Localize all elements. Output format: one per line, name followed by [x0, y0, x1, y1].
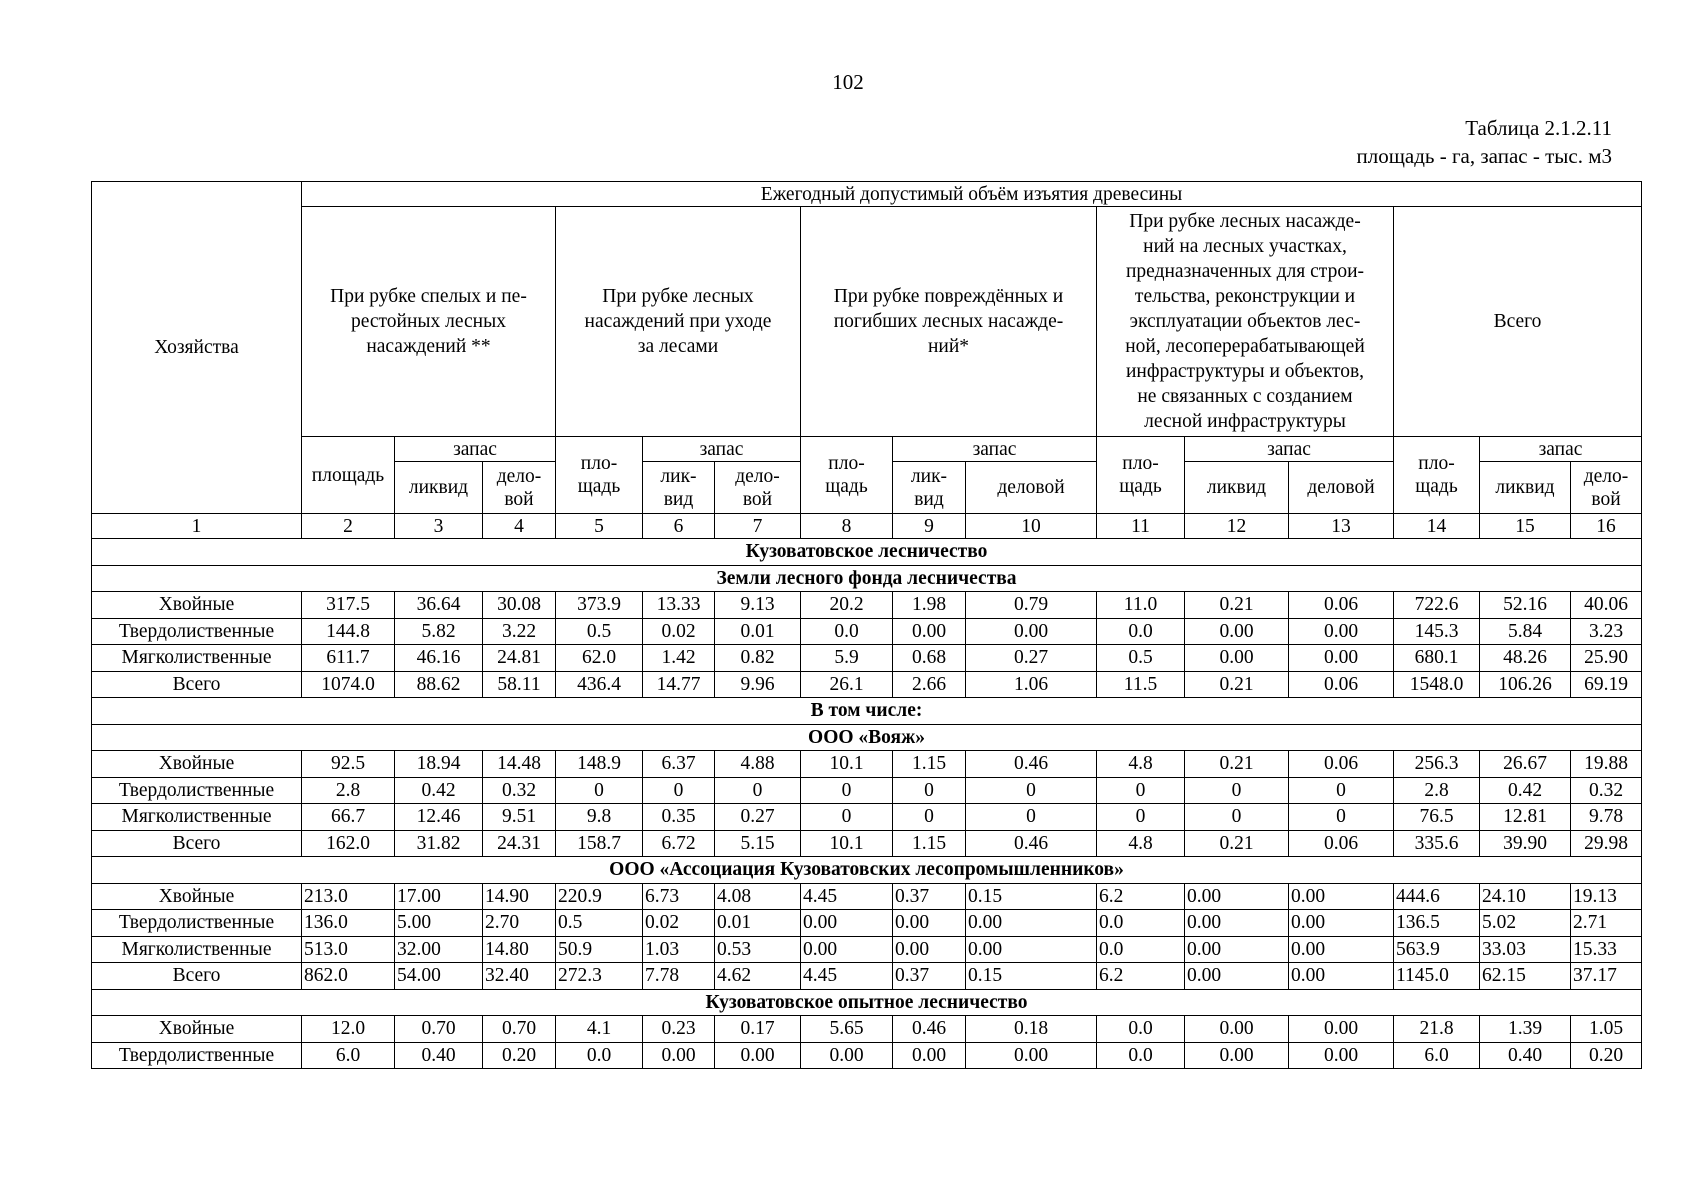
table-cell: 2.71 — [1571, 910, 1642, 937]
header-group-title: Ежегодный допустимый объём изъятия древесины — [302, 182, 1642, 207]
section-title: В том числе: — [92, 698, 1642, 725]
table-cell: 0 — [893, 804, 966, 831]
table-cell: 0.5 — [556, 910, 643, 937]
table-row — [92, 592, 1642, 619]
table-cell: 0.21 — [1185, 751, 1289, 778]
header-area-5: пло- щадь — [1394, 437, 1480, 514]
table-cell: 0.5 — [556, 618, 643, 645]
table-number: Таблица 2.1.2.11 — [1465, 116, 1612, 140]
column-number: 14 — [1394, 514, 1480, 539]
table-cell: 0.02 — [643, 910, 715, 937]
table-cell: 0.70 — [395, 1016, 483, 1043]
table-cell: 21.8 — [1394, 1016, 1480, 1043]
table-cell: 148.9 — [556, 751, 643, 778]
table-cell: 14.90 — [483, 883, 556, 910]
table-cell: 9.96 — [715, 671, 801, 698]
table-cell: 4.45 — [801, 963, 893, 990]
table-cell: 0.68 — [893, 645, 966, 672]
table-cell: 20.2 — [801, 592, 893, 619]
table-cell: 0.46 — [966, 830, 1097, 857]
table-cell: 0.15 — [966, 963, 1097, 990]
header-liquid-3: лик- вид — [893, 462, 966, 514]
table-row — [92, 936, 1642, 963]
table-cell: 1074.0 — [302, 671, 395, 698]
table-cell: 0 — [1289, 804, 1394, 831]
table-cell: 0.00 — [1185, 936, 1289, 963]
section-row — [92, 724, 1642, 751]
table-cell: 106.26 — [1480, 671, 1571, 698]
table-cell: 29.98 — [1571, 830, 1642, 857]
table-cell: 0.00 — [1289, 963, 1394, 990]
table-row — [92, 645, 1642, 672]
table-cell: 0.32 — [483, 777, 556, 804]
table-cell: 0.35 — [643, 804, 715, 831]
table-cell: 10.1 — [801, 751, 893, 778]
table-row — [92, 883, 1642, 910]
header-stock-3: запас — [893, 437, 1097, 462]
table-cell: 19.13 — [1571, 883, 1642, 910]
table-cell: 0 — [966, 804, 1097, 831]
table-cell: 0.0 — [1097, 1042, 1185, 1069]
table-cell: 0.06 — [1289, 671, 1394, 698]
table-row — [92, 1016, 1642, 1043]
row-name: Хвойные — [92, 883, 302, 910]
table-cell: 50.9 — [556, 936, 643, 963]
table-cell: 335.6 — [1394, 830, 1480, 857]
table-cell: 48.26 — [1480, 645, 1571, 672]
section-row — [92, 539, 1642, 566]
header-liquid-1: ликвид — [395, 462, 483, 514]
table-cell: 0 — [715, 777, 801, 804]
header-area-4: пло- щадь — [1097, 437, 1185, 514]
table-cell: 0 — [801, 777, 893, 804]
table-cell: 0.21 — [1185, 830, 1289, 857]
section-title: Кузоватовское лесничество — [92, 539, 1642, 566]
column-number: 16 — [1571, 514, 1642, 539]
table-cell: 39.90 — [1480, 830, 1571, 857]
table-cell: 0 — [1097, 804, 1185, 831]
table-cell: 680.1 — [1394, 645, 1480, 672]
column-number: 3 — [395, 514, 483, 539]
table-cell: 0.37 — [893, 963, 966, 990]
table-cell: 317.5 — [302, 592, 395, 619]
table-cell: 0.21 — [1185, 592, 1289, 619]
table-cell: 0.42 — [395, 777, 483, 804]
table-cell: 373.9 — [556, 592, 643, 619]
table-cell: 6.2 — [1097, 883, 1185, 910]
table-cell: 14.77 — [643, 671, 715, 698]
table-cell: 0.06 — [1289, 592, 1394, 619]
table-cell: 36.64 — [395, 592, 483, 619]
table-cell: 10.1 — [801, 830, 893, 857]
table-cell: 0.0 — [556, 1042, 643, 1069]
table-cell: 513.0 — [302, 936, 395, 963]
section-title: ООО «Вояж» — [92, 724, 1642, 751]
table-cell: 0.00 — [715, 1042, 801, 1069]
row-name: Всего — [92, 963, 302, 990]
table-cell: 0.00 — [1185, 1042, 1289, 1069]
table-cell: 6.0 — [302, 1042, 395, 1069]
header-area-3: пло- щадь — [801, 437, 893, 514]
table-cell: 92.5 — [302, 751, 395, 778]
table-cell: 0.20 — [483, 1042, 556, 1069]
table-cell: 25.90 — [1571, 645, 1642, 672]
table-cell: 0.00 — [1289, 883, 1394, 910]
table-cell: 9.51 — [483, 804, 556, 831]
table-cell: 12.46 — [395, 804, 483, 831]
table-cell: 563.9 — [1394, 936, 1480, 963]
table-cell: 6.0 — [1394, 1042, 1480, 1069]
row-name: Твердолиственные — [92, 777, 302, 804]
table-cell: 69.19 — [1571, 671, 1642, 698]
table-cell: 1.15 — [893, 830, 966, 857]
section-title: Кузоватовское опытное лесничество — [92, 989, 1642, 1016]
table-cell: 40.06 — [1571, 592, 1642, 619]
table-cell: 0.06 — [1289, 751, 1394, 778]
header-group-4: При рубке лесных насажде- ний на лесных участках, предназначенных для строи- тельства, реконструкции и эксплуатации объектов лес- ной, лесоперерабатывающей инфраструктуры и объектов, не связанных с созданием лесной инфраструктуры — [1097, 207, 1394, 437]
table-cell: 14.80 — [483, 936, 556, 963]
table-cell: 5.82 — [395, 618, 483, 645]
page-number: 102 — [832, 70, 864, 94]
table-cell: 136.5 — [1394, 910, 1480, 937]
row-name: Твердолиственные — [92, 618, 302, 645]
table-cell: 145.3 — [1394, 618, 1480, 645]
table-cell: 0.00 — [801, 936, 893, 963]
table-cell: 0.27 — [715, 804, 801, 831]
table-cell: 0 — [966, 777, 1097, 804]
table-cell: 14.48 — [483, 751, 556, 778]
table-cell: 0.00 — [966, 1042, 1097, 1069]
table-row — [92, 963, 1642, 990]
table-cell: 0 — [1185, 804, 1289, 831]
row-name: Мягколиственные — [92, 804, 302, 831]
section-row — [92, 857, 1642, 884]
table-cell: 2.70 — [483, 910, 556, 937]
table-cell: 24.81 — [483, 645, 556, 672]
table-cell: 4.8 — [1097, 830, 1185, 857]
table-cell: 0.37 — [893, 883, 966, 910]
table-cell: 144.8 — [302, 618, 395, 645]
timber-harvest-table — [91, 181, 1642, 1069]
table-cell: 0.0 — [801, 618, 893, 645]
table-row — [92, 1042, 1642, 1069]
header-stock-1: запас — [395, 437, 556, 462]
header-group-5: Всего — [1394, 207, 1642, 437]
header-commercial-4: деловой — [1289, 462, 1394, 514]
column-number: 10 — [966, 514, 1097, 539]
table-cell: 19.88 — [1571, 751, 1642, 778]
column-number: 8 — [801, 514, 893, 539]
table-cell: 0.42 — [1480, 777, 1571, 804]
table-row — [92, 830, 1642, 857]
table-cell: 30.08 — [483, 592, 556, 619]
table-cell: 54.00 — [395, 963, 483, 990]
table-cell: 6.2 — [1097, 963, 1185, 990]
column-number: 13 — [1289, 514, 1394, 539]
header-commercial-2: дело- вой — [715, 462, 801, 514]
table-cell: 0 — [893, 777, 966, 804]
column-number: 4 — [483, 514, 556, 539]
table-cell: 5.84 — [1480, 618, 1571, 645]
section-row — [92, 698, 1642, 725]
table-cell: 0.00 — [893, 910, 966, 937]
table-cell: 58.11 — [483, 671, 556, 698]
table-cell: 0 — [1097, 777, 1185, 804]
header-group-3: При рубке повреждённых и погибших лесных насажде- ний* — [801, 207, 1097, 437]
table-cell: 5.02 — [1480, 910, 1571, 937]
table-cell: 0.70 — [483, 1016, 556, 1043]
table-cell: 12.0 — [302, 1016, 395, 1043]
table-cell: 46.16 — [395, 645, 483, 672]
table-cell: 611.7 — [302, 645, 395, 672]
table-cell: 5.9 — [801, 645, 893, 672]
header-group-2: При рубке лесных насаждений при уходе за лесами — [556, 207, 801, 437]
table-cell: 11.0 — [1097, 592, 1185, 619]
column-number: 5 — [556, 514, 643, 539]
table-cell: 2.8 — [1394, 777, 1480, 804]
table-cell: 3.22 — [483, 618, 556, 645]
table-cell: 62.0 — [556, 645, 643, 672]
column-number: 12 — [1185, 514, 1289, 539]
table-cell: 37.17 — [1571, 963, 1642, 990]
table-cell: 13.33 — [643, 592, 715, 619]
row-name: Твердолиственные — [92, 1042, 302, 1069]
table-cell: 18.94 — [395, 751, 483, 778]
table-cell: 4.45 — [801, 883, 893, 910]
row-name: Всего — [92, 830, 302, 857]
section-title: Земли лесного фонда лесничества — [92, 565, 1642, 592]
table-cell: 3.23 — [1571, 618, 1642, 645]
table-cell: 24.31 — [483, 830, 556, 857]
table-cell: 0.00 — [1289, 618, 1394, 645]
table-cell: 31.82 — [395, 830, 483, 857]
table-cell: 444.6 — [1394, 883, 1480, 910]
table-cell: 0.01 — [715, 910, 801, 937]
table-cell: 0.15 — [966, 883, 1097, 910]
table-cell: 0.00 — [893, 1042, 966, 1069]
column-number: 6 — [643, 514, 715, 539]
table-cell: 862.0 — [302, 963, 395, 990]
header-group-1: При рубке спелых и пе- рестойных лесных насаждений ** — [302, 207, 556, 437]
header-liquid-5: ликвид — [1480, 462, 1571, 514]
table-cell: 0.00 — [1289, 936, 1394, 963]
table-cell: 220.9 — [556, 883, 643, 910]
table-cell: 32.00 — [395, 936, 483, 963]
table-cell: 0.00 — [893, 936, 966, 963]
table-cell: 1.15 — [893, 751, 966, 778]
table-cell: 0.0 — [1097, 1016, 1185, 1043]
table-cell: 0.00 — [1185, 910, 1289, 937]
table-cell: 0.32 — [1571, 777, 1642, 804]
table-cell: 4.88 — [715, 751, 801, 778]
table-cell: 0.01 — [715, 618, 801, 645]
table-cell: 32.40 — [483, 963, 556, 990]
header-commercial-1: дело- вой — [483, 462, 556, 514]
table-cell: 0.00 — [1185, 645, 1289, 672]
units-note: площадь - га, запас - тыс. м3 — [1356, 144, 1612, 168]
table-cell: 0.00 — [801, 910, 893, 937]
table-cell: 5.15 — [715, 830, 801, 857]
table-cell: 0 — [1185, 777, 1289, 804]
table-cell: 0.00 — [1185, 883, 1289, 910]
table-cell: 0.00 — [643, 1042, 715, 1069]
table-cell: 722.6 — [1394, 592, 1480, 619]
section-row — [92, 989, 1642, 1016]
table-cell: 0.00 — [1289, 910, 1394, 937]
table-cell: 76.5 — [1394, 804, 1480, 831]
table-cell: 0.46 — [966, 751, 1097, 778]
table-cell: 0.00 — [1185, 618, 1289, 645]
row-name: Хвойные — [92, 751, 302, 778]
table-cell: 1145.0 — [1394, 963, 1480, 990]
table-cell: 0 — [643, 777, 715, 804]
table-cell: 0.0 — [1097, 618, 1185, 645]
table-cell: 52.16 — [1480, 592, 1571, 619]
table-cell: 1.42 — [643, 645, 715, 672]
table-cell: 436.4 — [556, 671, 643, 698]
table-cell: 0.00 — [1185, 1016, 1289, 1043]
table-cell: 256.3 — [1394, 751, 1480, 778]
table-cell: 0.00 — [801, 1042, 893, 1069]
row-name: Мягколиственные — [92, 936, 302, 963]
table-cell: 0.46 — [893, 1016, 966, 1043]
table-cell: 6.37 — [643, 751, 715, 778]
table-cell: 0 — [556, 777, 643, 804]
table-row — [92, 751, 1642, 778]
table-cell: 4.1 — [556, 1016, 643, 1043]
header-liquid-2: лик- вид — [643, 462, 715, 514]
table-cell: 1.03 — [643, 936, 715, 963]
table-cell: 0.40 — [395, 1042, 483, 1069]
table-cell: 0.5 — [1097, 645, 1185, 672]
table-cell: 0.23 — [643, 1016, 715, 1043]
table-caption — [1356, 114, 1612, 170]
header-farms: Хозяйства — [92, 182, 302, 514]
table-cell: 0.79 — [966, 592, 1097, 619]
table-cell: 15.33 — [1571, 936, 1642, 963]
table-cell: 1.39 — [1480, 1016, 1571, 1043]
table-cell: 0.40 — [1480, 1042, 1571, 1069]
table-cell: 0 — [801, 804, 893, 831]
table-cell: 11.5 — [1097, 671, 1185, 698]
table-cell: 33.03 — [1480, 936, 1571, 963]
table-cell: 62.15 — [1480, 963, 1571, 990]
column-number: 15 — [1480, 514, 1571, 539]
table-row — [92, 671, 1642, 698]
table-cell: 7.78 — [643, 963, 715, 990]
table-row — [92, 618, 1642, 645]
table-cell: 136.0 — [302, 910, 395, 937]
table-cell: 0.0 — [1097, 936, 1185, 963]
table-cell: 9.78 — [1571, 804, 1642, 831]
table-cell: 0 — [1289, 777, 1394, 804]
table-cell: 0.00 — [966, 936, 1097, 963]
column-number: 7 — [715, 514, 801, 539]
column-number: 2 — [302, 514, 395, 539]
table-cell: 0.06 — [1289, 830, 1394, 857]
table-cell: 4.08 — [715, 883, 801, 910]
header-stock-2: запас — [643, 437, 801, 462]
row-name: Хвойные — [92, 1016, 302, 1043]
table-cell: 0.82 — [715, 645, 801, 672]
table-cell: 26.67 — [1480, 751, 1571, 778]
table-cell: 9.13 — [715, 592, 801, 619]
column-number: 11 — [1097, 514, 1185, 539]
section-title: ООО «Ассоциация Кузоватовских лесопромышленников» — [92, 857, 1642, 884]
table-cell: 88.62 — [395, 671, 483, 698]
row-name: Твердолиственные — [92, 910, 302, 937]
table-cell: 9.8 — [556, 804, 643, 831]
table-cell: 0.0 — [1097, 910, 1185, 937]
table-row — [92, 804, 1642, 831]
table-cell: 0.00 — [1289, 645, 1394, 672]
table-cell: 0.00 — [966, 618, 1097, 645]
table-cell: 0.21 — [1185, 671, 1289, 698]
column-number: 9 — [893, 514, 966, 539]
table-cell: 5.00 — [395, 910, 483, 937]
header-stock-4: запас — [1185, 437, 1394, 462]
table-cell: 2.66 — [893, 671, 966, 698]
row-name: Хвойные — [92, 592, 302, 619]
table-cell: 158.7 — [556, 830, 643, 857]
table-cell: 1.05 — [1571, 1016, 1642, 1043]
table-cell: 1548.0 — [1394, 671, 1480, 698]
table-cell: 0.00 — [966, 910, 1097, 937]
table-cell: 0.00 — [1289, 1016, 1394, 1043]
header-area-1: площадь — [302, 437, 395, 514]
table-cell: 0.00 — [1289, 1042, 1394, 1069]
column-number: 1 — [92, 514, 302, 539]
table-cell: 0.18 — [966, 1016, 1097, 1043]
table-cell: 0.00 — [893, 618, 966, 645]
table-cell: 272.3 — [556, 963, 643, 990]
header-area-2: пло- щадь — [556, 437, 643, 514]
table-row — [92, 777, 1642, 804]
table-cell: 0.27 — [966, 645, 1097, 672]
table-cell: 4.8 — [1097, 751, 1185, 778]
table-cell: 17.00 — [395, 883, 483, 910]
header-stock-5: запас — [1480, 437, 1642, 462]
table-cell: 213.0 — [302, 883, 395, 910]
table-cell: 1.98 — [893, 592, 966, 619]
table-cell: 0.20 — [1571, 1042, 1642, 1069]
table-cell: 5.65 — [801, 1016, 893, 1043]
table-cell: 162.0 — [302, 830, 395, 857]
section-row — [92, 565, 1642, 592]
header-commercial-3: деловой — [966, 462, 1097, 514]
row-name: Мягколиственные — [92, 645, 302, 672]
table-cell: 6.72 — [643, 830, 715, 857]
table-cell: 0.17 — [715, 1016, 801, 1043]
table-cell: 26.1 — [801, 671, 893, 698]
table-cell: 1.06 — [966, 671, 1097, 698]
table-cell: 0.02 — [643, 618, 715, 645]
table-cell: 0.00 — [1185, 963, 1289, 990]
table-cell: 2.8 — [302, 777, 395, 804]
row-name: Всего — [92, 671, 302, 698]
table-cell: 66.7 — [302, 804, 395, 831]
header-liquid-4: ликвид — [1185, 462, 1289, 514]
table-cell: 4.62 — [715, 963, 801, 990]
table-row — [92, 910, 1642, 937]
table-cell: 24.10 — [1480, 883, 1571, 910]
header-commercial-5: дело- вой — [1571, 462, 1642, 514]
table-cell: 6.73 — [643, 883, 715, 910]
table-cell: 0.53 — [715, 936, 801, 963]
table-cell: 12.81 — [1480, 804, 1571, 831]
